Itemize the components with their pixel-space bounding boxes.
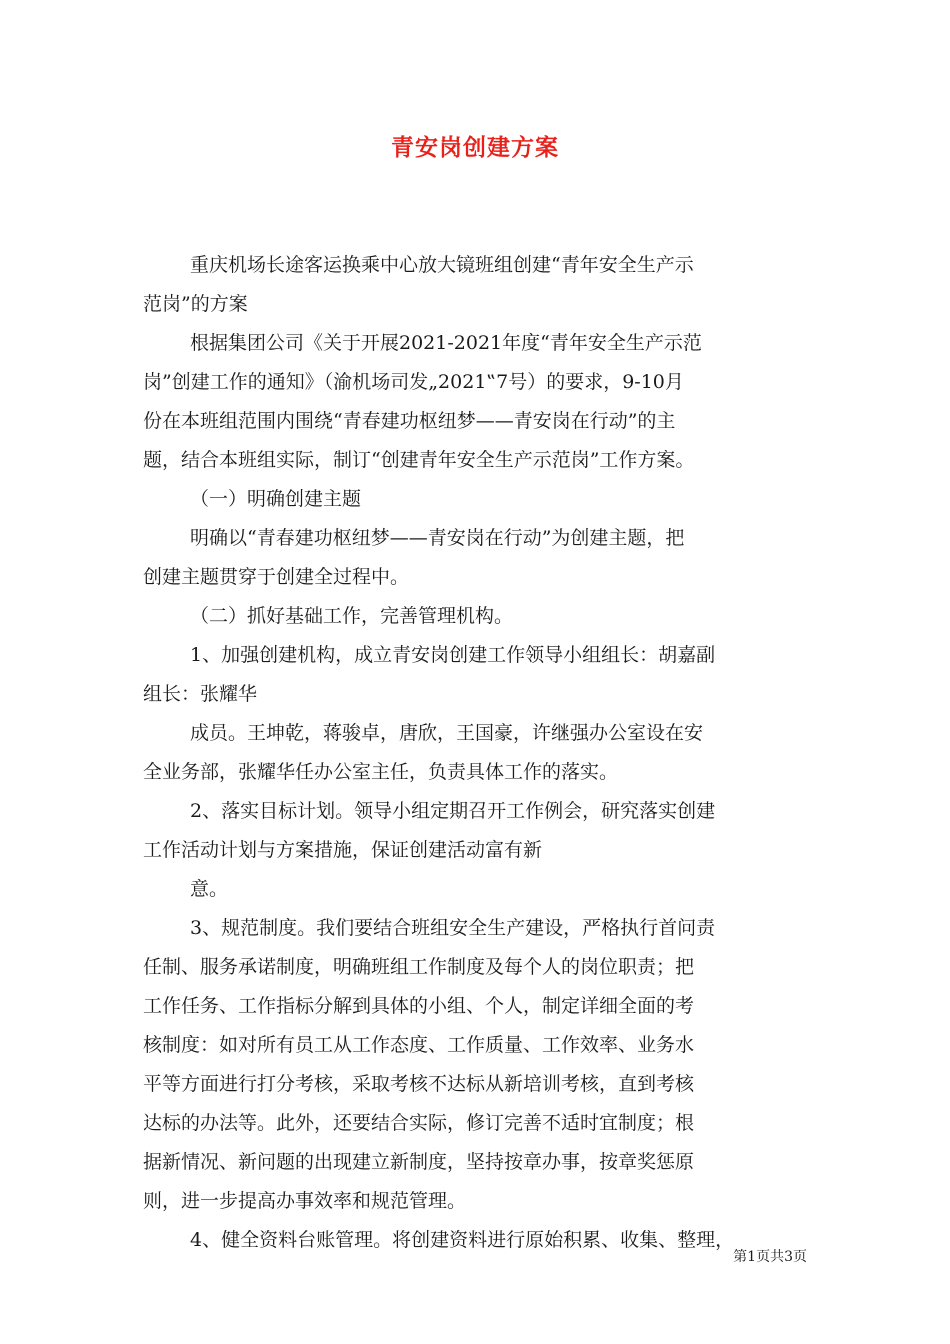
text-line: 明确以“青春建功枢纽梦——青安岗在行动”为创建主题，把 [190,527,685,549]
text-line: 任制、服务承诺制度，明确班组工作制度及每个人的岗位职责；把 [143,956,695,978]
text-line: 全业务部，张耀华任办公室主任，负责具体工作的落实。 [143,761,619,783]
document-body [143,246,811,1260]
text-line: 创建主题贯穿于创建全过程中。 [143,566,410,588]
text-line: 题，结合本班组实际，制订“创建青年安全生产示范岗”工作方案。 [143,449,695,471]
text-line: 份在本班组范围内围绕“青春建功枢纽梦——青安岗在行动”的主 [143,410,676,432]
text-line: 平等方面进行打分考核，采取考核不达标从新培训考核，直到考核 [143,1073,695,1095]
text-line: 成员。王坤乾，蒋骏卓，唐欣，王国豪，许继强办公室设在安 [190,722,704,744]
text-line: 达标的办法等。此外，还要结合实际，修订完善不适时宜制度；根 [143,1112,695,1134]
text-line: 据新情况、新问题的出现建立新制度，坚持按章办事，按章奖惩原 [143,1151,695,1173]
text-line: （二）抓好基础工作，完善管理机构。 [190,605,514,627]
page-title: 青安岗创建方案 [391,134,559,161]
text-line: 组长：张耀华 [143,683,258,705]
page-number: 第1页共3页 [733,1249,807,1265]
text-line: 则，进一步提高办事效率和规范管理。 [143,1190,467,1212]
text-line: 核制度：如对所有员工从工作态度、工作质量、工作效率、业务水 [143,1034,695,1056]
text-line: 意。 [190,878,229,900]
text-line: 3、规范制度。我们要结合班组安全生产建设，严格执行首问责 [190,917,716,939]
text-line: 工作任务、工作指标分解到具体的小组、个人，制定详细全面的考 [143,995,695,1017]
text-line: 4、健全资料台账管理。将创建资料进行原始积累、收集、整理， [190,1229,735,1251]
text-line: （一）明确创建主题 [190,488,362,510]
text-line: 1、加强创建机构，成立青安岗创建工作领导小组组长：胡嘉副 [190,644,716,666]
text-line: 重庆机场长途客运换乘中心放大镜班组创建“青年安全生产示 [190,254,694,276]
text-line: 范岗”的方案 [143,293,248,315]
text-line: 2、落实目标计划。领导小组定期召开工作例会，研究落实创建 [190,800,716,822]
text-line: 岗”创建工作的通知》（渝机场司发„2021‟7号）的要求，9-10月 [143,371,684,393]
text-line: 工作活动计划与方案措施，保证创建活动富有新 [143,839,543,861]
text-line: 根据集团公司《关于开展2021-2021年度“青年安全生产示范 [190,332,702,354]
